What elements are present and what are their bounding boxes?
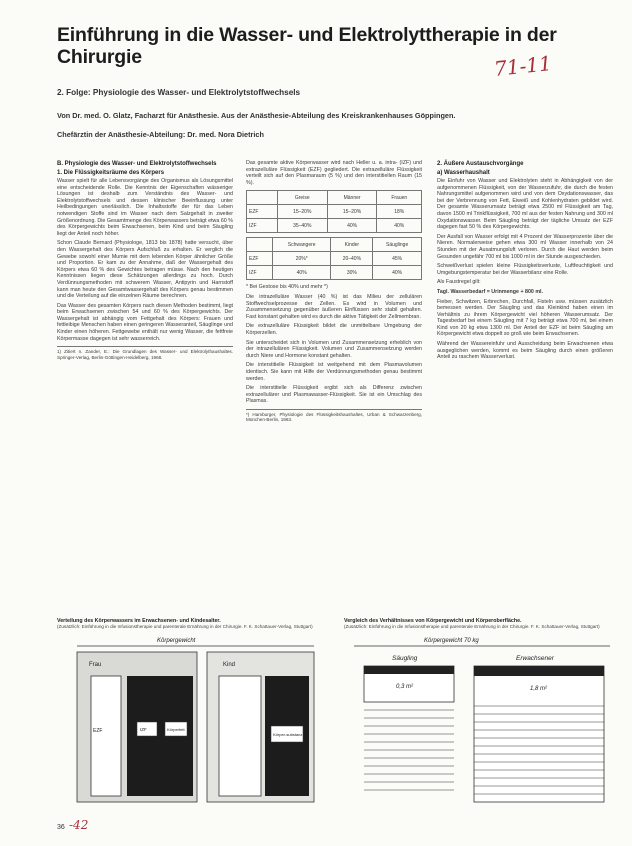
fig2-area-left: 0,3 m²	[396, 684, 414, 690]
handwritten-page-number: -42	[69, 818, 89, 832]
paragraph: Wasser spielt für alle Lebensvorgänge des Organismus als Lösungsmittel eine entscheidende Rolle. Die Kenntnis der Eigenschaften wässeriger Lösungen ist deshalb zum Verständnis des Wasser- und Elektrolytstoffwechsels und dessen klinischer Beeinflussung unter Heilbedingungen unerlässlich. Die Inhaltsstoffe der für das Leben notwendigen Stoffe sind im Wasser nach dem Salzgehalt in zweiter Größenordnung. Die Gesamtmenge des Körperwassers beträgt etwa 60 % des Körpergewichts beim Erwachsenen, beim Kind und beim Säugling liegt der Anteil noch höher.	[57, 178, 233, 237]
section-heading: B. Physiologie des Wasser- und Elektrolytstoffwechsels	[57, 161, 217, 167]
figure-caption: Vergleich des Verhältnisses von Körpergewicht und Körperoberfläche.	[344, 618, 522, 624]
text-column-2	[246, 160, 422, 423]
fig1-label-left: Frau	[89, 662, 102, 668]
fig2-top-label: Körpergewicht 70 kg	[424, 638, 479, 644]
authors-block	[57, 106, 597, 144]
paragraph: Die interstitielle Flüssigkeit ist weitgehend mit dem Plasmavolumen identisch. Sie kann mit Hilfe der Verdünnungsmethoden genau bestimmt werden.	[246, 362, 422, 382]
fluid-table-children	[246, 237, 422, 280]
table-header-cell	[247, 238, 273, 252]
paragraph: Das gesamte aktive Körperwasser wird nach Heller u. a. intra- (IZF) und extrazelluläre Flüssigkeit (EZF) gegliedert. Die extrazelluläre Flüssigkeit verteilt sich auf den Plasmaraum (5 %) und den interstitiellen Raum (15 %).	[246, 160, 422, 186]
table-cell: 40%	[373, 266, 422, 280]
section-heading: 2. Äußere Austauschvorgänge	[437, 161, 524, 167]
fluid-table-adults	[246, 190, 422, 233]
fig1-box-label-fat: Körperfett	[167, 727, 185, 732]
fig1-label-right: Kind	[223, 662, 236, 668]
paragraph: Das Wasser des gesamten Körpers nach diesen Methoden bestimmt, liegt beim Erwachsenen zwischen 54 und 60 % des Körpergewichts. Der Wassergehalt ist abhängig vom Fettgehalt des Körpers: Frauen und fettleibige Menschen haben einen geringeren Wasseranteil, Säuglinge und Kinder einen höheren. Fettgewebe enthält nur wenig Wasser, die fettfreie Körpermasse dagegen ist sehr wasserreich.	[57, 302, 233, 342]
authors-line-2: Chefärztin der Anästhesie-Abteilung: Dr. med. Nora Dietrich	[57, 130, 264, 139]
paragraph: Als Faustregel gilt:	[437, 279, 481, 286]
paragraph: Der Ausfall von Wasser erfolgt mit 4 Prozent der Wasserprozente über die Nieren. Normalerweise gehen etwa 300 ml Wasser innerhalb von 24 Stunden mit der Ausatmungsluft verloren. Durch die Haut werden beim Gesunden ungefähr 700 ml bis 1000 ml in der Stunde ausgeschieden.	[437, 233, 613, 260]
subsection-heading: a) Wasserhaushalt	[437, 170, 490, 176]
fig1-box-label-ezf: EZF	[93, 728, 103, 734]
subtitle: 2. Folge: Physiologie des Wasser- und Elektrolytstoffwechsels	[57, 88, 301, 97]
table-cell: 40%	[272, 266, 331, 280]
footnote: *) Hamburger, Physiologie des Flüssigkeitshaushaltes, Urban & Schwarzenberg, München-Berlin, 1963.	[246, 409, 422, 423]
table-cell: 15–20%	[277, 205, 327, 219]
paragraph: Die Einfuhr von Wasser und Elektrolyten steht in Abhängigkeit von der aufgenommenen Flüssigkeit, von der Wasserzufuhr, die durch die festen Nahrungsmittel aufgenommen wird und von dem Oxydationswasser, das bei der Verbrennung von Fett, Eiweiß und Kohlenhydraten gebildet wird. Der gesamte Wasserumsatz beträgt etwa 2500 ml Flüssigkeit am Tag, davon 1500 ml Trinkflüssigkeit, 700 ml aus der festen Nahrung und 300 ml Oxydationswasser. Beim Säugling beträgt der tägliche Umsatz der EZF dagegen fast 50 % des Körpergewichts.	[437, 178, 613, 231]
table-cell: IZF	[247, 219, 278, 233]
paragraph: Schweißverlust spielen kleine Flüssigkeitsverluste, Luftfeuchtigkeit und Umgebungstemperatur bei der Wasserbilanz eine Rolle.	[437, 263, 613, 276]
paragraph: Fieber, Schwitzen, Erbrechen, Durchfall, Fisteln usw. müssen zusätzlich bemessen werden. Der Säugling und das Kleinkind haben einen im Verhältnis zu ihrem Körpergewicht viel höheren Wasserumsatz. Der Tagesbedarf bei einem Säugling mit 7 kg beträgt etwa 700 ml, bei einem Kind von 20 kg etwa 1300 ml. Der Anteil der EZF ist beim Säugling am Körpergewicht etwa doppelt so groß wie beim Erwachsenen.	[437, 298, 613, 338]
table-header-cell: Männer	[327, 191, 377, 205]
table-cell: 35–40%	[277, 219, 327, 233]
table-header-cell	[247, 191, 278, 205]
table-header-cell: Säuglinge	[373, 238, 422, 252]
figure-source: (Zusätzlich: Einführung in die Infusionstherapie und parenterale Ernährung in der Chirurgie. F. K. Schattauer-Verlag, Stuttgart)	[344, 624, 600, 630]
page-title: Einführung in die Wasser- und Elektrolyttherapie in der Chirurgie	[57, 24, 557, 68]
table-header-cell: Frauen	[377, 191, 422, 205]
figure-2-diagram	[344, 630, 620, 808]
rule-of-thumb: Tagl. Wasserbedarf = Urinmenge + 800 ml.	[437, 288, 543, 295]
paragraph: Die extrazelluläre Flüssigkeit bildet die unmittelbare Umgebung der Körperzellen.	[246, 323, 422, 336]
footnote: 1) Zitiert n. Zander, E.: Die Grundlagen des Wasser- und Elektrolythaushaltes. Springer-Verlag, Berlin-Göttingen-Heidelberg, 1968.	[57, 346, 233, 360]
figure-caption: Verteilung des Körperwassers im Erwachsenen- und Kindesalter.	[57, 618, 221, 624]
table-row	[247, 252, 422, 266]
page-number: 36	[57, 824, 65, 831]
figure-weight-vs-surface	[344, 618, 620, 823]
text-column-3	[437, 160, 613, 364]
paragraph: Sie unterscheidet sich in Volumen und Zusammensetzung erheblich von der intrazellulären Flüssigkeit. Volumen und Zusammensetzung werden durch Niere und Hormone konstant gehalten.	[246, 339, 422, 359]
table-cell: 18%	[377, 205, 422, 219]
handwritten-note: 71-11	[492, 51, 553, 81]
figure-1-diagram	[57, 630, 334, 808]
table-cell: 45%	[373, 252, 422, 266]
table-row	[247, 205, 422, 219]
table-cell: 40%	[377, 219, 422, 233]
table-cell: EZF	[247, 205, 278, 219]
table-header-cell: Kinder	[331, 238, 373, 252]
table-cell: IZF	[247, 266, 273, 280]
fig1-box-label-substance: Körper-substanz	[273, 732, 303, 737]
table-cell: 30%	[331, 266, 373, 280]
paragraph: Während der Wassereinfuhr und Ausscheidung beim Erwachsenen etwa ausgeglichen werden, kommt es beim Säugling durch einen größeren Anteil zu raschem Wasserverlust.	[437, 341, 613, 361]
authors-line-1: Von Dr. med. O. Glatz, Facharzt für Anästhesie. Aus der Anästhesie-Abteilung des Kreiskrankenhauses Göppingen.	[57, 111, 456, 120]
fig2-area-right: 1,8 m²	[530, 686, 548, 692]
table-cell: 40%	[327, 219, 377, 233]
paragraph: Die interstitielle Flüssigkeit ergibt sich als Differenz zwischen extrazellulärer und Plasmawasser-Flüssigkeit. Sie ist ein Umschlag des Plasmas.	[246, 385, 422, 405]
subsection-heading: 1. Die Flüssigkeitsräume des Körpers	[57, 170, 165, 176]
fig2-label-left: Säugling	[392, 655, 418, 662]
figure-source: (Zusätzlich: Einführung in die Infusionstherapie und parenterale Ernährung in der Chirurgie. F. K. Schattauer-Verlag, Stuttgart)	[57, 624, 313, 630]
table-cell: 20–40%	[331, 252, 373, 266]
table-cell: 20%*	[272, 252, 331, 266]
table-cell: EZF	[247, 252, 273, 266]
table-row	[247, 219, 422, 233]
fig1-top-label: Körpergewicht	[157, 638, 196, 644]
figure-body-water-distribution	[57, 618, 334, 823]
table-header-cell: Schwangere	[272, 238, 331, 252]
table-cell: 15–20%	[327, 205, 377, 219]
fig1-box-label-izf: IZF	[140, 727, 147, 732]
table-note: * Bei Gestose bis 40% und mehr *)	[246, 284, 328, 291]
fig2-label-right: Erwachsener	[516, 655, 554, 662]
paragraph: Schon Claude Bernard (Physiologe, 1813 bis 1878) hatte versucht, über den Wassergehalt des Körpers Aufschluß zu erhalten. Er verglich die Gewebe sowohl einer Mumie mit dem lebenden Körper ähnlicher Größe und Proportion. Er kam zu der Annahme, daß der Wassergehalt des Körpers etwa 60 % des Gewichtes betragen müsse. Nach den heutigen Kenntnissen liegen diese Schätzungen allerdings zu hoch. Durch Verdünnungsmethoden mit schwerem Wasser, Antipyrin und Harnstoff kann man heute den Gesamtwassergehalt des Körpers genau bestimmen und die Verteilung auf die einzelnen Räume berechnen.	[57, 240, 233, 300]
text-column-1	[57, 160, 233, 360]
table-row	[247, 266, 422, 280]
paragraph: Die intrazelluläre Wasser (40 %) ist das Milieu der zellulären Stoffwechselprozesse der Zellen. Es wird in Volumen und Zusammensetzung gegenüber äußeren Einflüssen sehr stabil gehalten. Fast konstant gehalten wird es durch die aktive Tätigkeit der Zellmembran.	[246, 293, 422, 320]
table-header-cell: Greise	[277, 191, 327, 205]
